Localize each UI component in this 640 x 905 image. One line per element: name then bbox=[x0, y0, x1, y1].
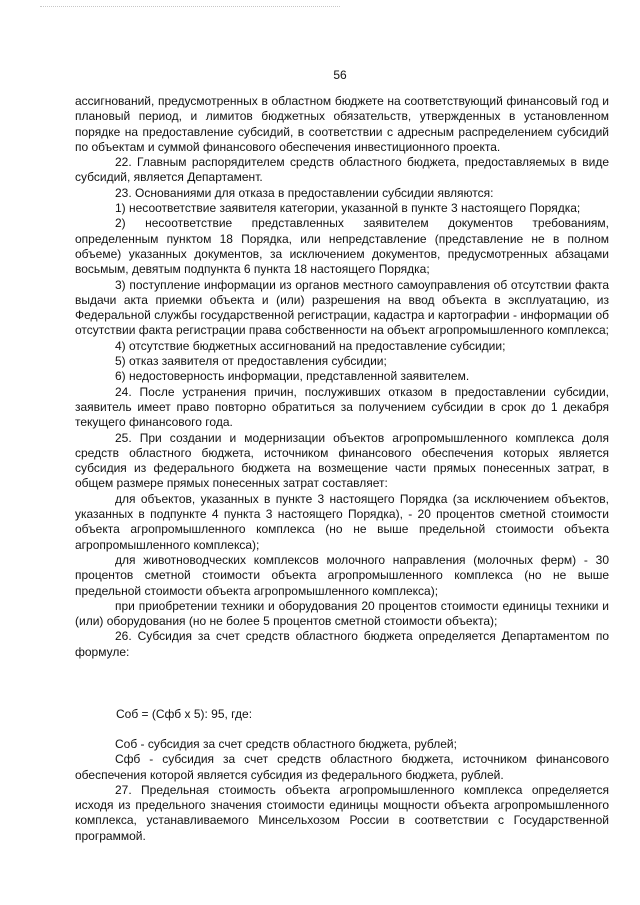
scan-artifact-line bbox=[40, 6, 340, 9]
paragraph-continuation: ассигнований, предусмотренных в областном бюджете на соответствующий финансовый год и плановый период, и лимитов бюджетных обязательств, утвержденных в установленном порядке на предоставление субсидий, в соответствии с адресным распределением субсидий по объектам и суммой финансового обеспечения инвестиционного проекта. bbox=[75, 94, 609, 154]
document-body bbox=[75, 94, 609, 660]
list-item-4: 4) отсутствие бюджетных ассигнований на предоставление субсидии; bbox=[115, 338, 506, 353]
list-item-6: 6) недостоверность информации, представленной заявителем. bbox=[115, 369, 470, 384]
definition-sfb: Сфб - субсидия за счет средств областного бюджета, источником финансового обеспечения которой является субсидия из федерального бюджета, рублей. bbox=[75, 752, 609, 782]
paragraph-25-objects: для объектов, указанных в пункте 3 настоящего Порядка (за исключением объектов, указанных в подпункте 4 пункта 3 настоящего Порядка), - 20 процентов сметной стоимости объекта агропромышленного комплекса (но не выше предельной стоимости объекта агропромышленного комплекса); bbox=[75, 491, 609, 552]
paragraph-27: 27. Предельная стоимость объекта агропромышленного комплекса определяется исходя из предельного значения стоимости единицы мощности объекта агропромышленного комплекса, устанавливаемого Минсельхозом России в соответствии с Государственной программой. bbox=[75, 782, 609, 843]
list-item-3: 3) поступление информации из органов местного самоуправления об отсутствии факта выдачи акта приемки объекта и (или) разрешения на ввод объекта в эксплуатацию, из Федеральной службы государственной регистрации, кадастра и картографии - информации об отсутствии факта регистрации права собственности на объект агропромышленного комплекса; bbox=[75, 277, 609, 338]
paragraph-26: 26. Субсидия за счет средств областного бюджета определяется Департаментом по формуле: bbox=[75, 629, 609, 659]
paragraph-25-equipment: при приобретении техники и оборудования 20 процентов стоимости единицы техники и (или) оборудования (но не более 5 процентов сметной стоимости объекта); bbox=[75, 598, 609, 629]
definition-sob: Соб - субсидия за счет средств областного бюджета, рублей; bbox=[115, 737, 457, 751]
document-body-continued bbox=[75, 737, 609, 844]
list-item-1: 1) несоответствие заявителя категории, указанной в пункте 3 настоящего Порядка; bbox=[115, 201, 581, 216]
subsidy-formula: Соб = (Сфб х 5): 95, где: bbox=[116, 707, 253, 721]
paragraph-25: 25. При создании и модернизации объектов агропромышленного комплекса доля средств областного бюджета, источником финансового обеспечения которых является субсидия из федерального бюджета на возмещение части прямых понесенных затрат, в общем размере прямых понесенных затрат составляет: bbox=[75, 430, 609, 491]
paragraph-25-dairy: для животноводческих комплексов молочного направления (молочных ферм) - 30 процентов сметной стоимости объекта агропромышленного комплекса (но не выше предельной стоимости объекта агропромышленного комплекса); bbox=[75, 552, 609, 598]
paragraph-23: 23. Основаниями для отказа в предоставлении субсидии являются: bbox=[115, 185, 494, 200]
paragraph-24: 24. После устранения причин, послуживших отказом в предоставлении субсидии, заявитель имеет право повторно обратиться за получением субсидии в срок до 1 декабря текущего финансового года. bbox=[75, 384, 609, 430]
page-number: 56 bbox=[333, 68, 347, 82]
list-item-2: 2) несоответствие представленных заявителем документов требованиям, определенным пунктом 18 Порядка, или непредставление (представление не в полном объеме) указанных документов, за исключением документов, предусмотренных абзацами восьмым, девятым подпункта 6 пункта 18 настоящего Порядка; bbox=[75, 216, 609, 277]
paragraph-22: 22. Главным распорядителем средств областного бюджета, предоставляемых в виде субсидий, является Департамент. bbox=[75, 155, 609, 185]
list-item-5: 5) отказ заявителя от предоставления субсидии; bbox=[115, 354, 387, 369]
